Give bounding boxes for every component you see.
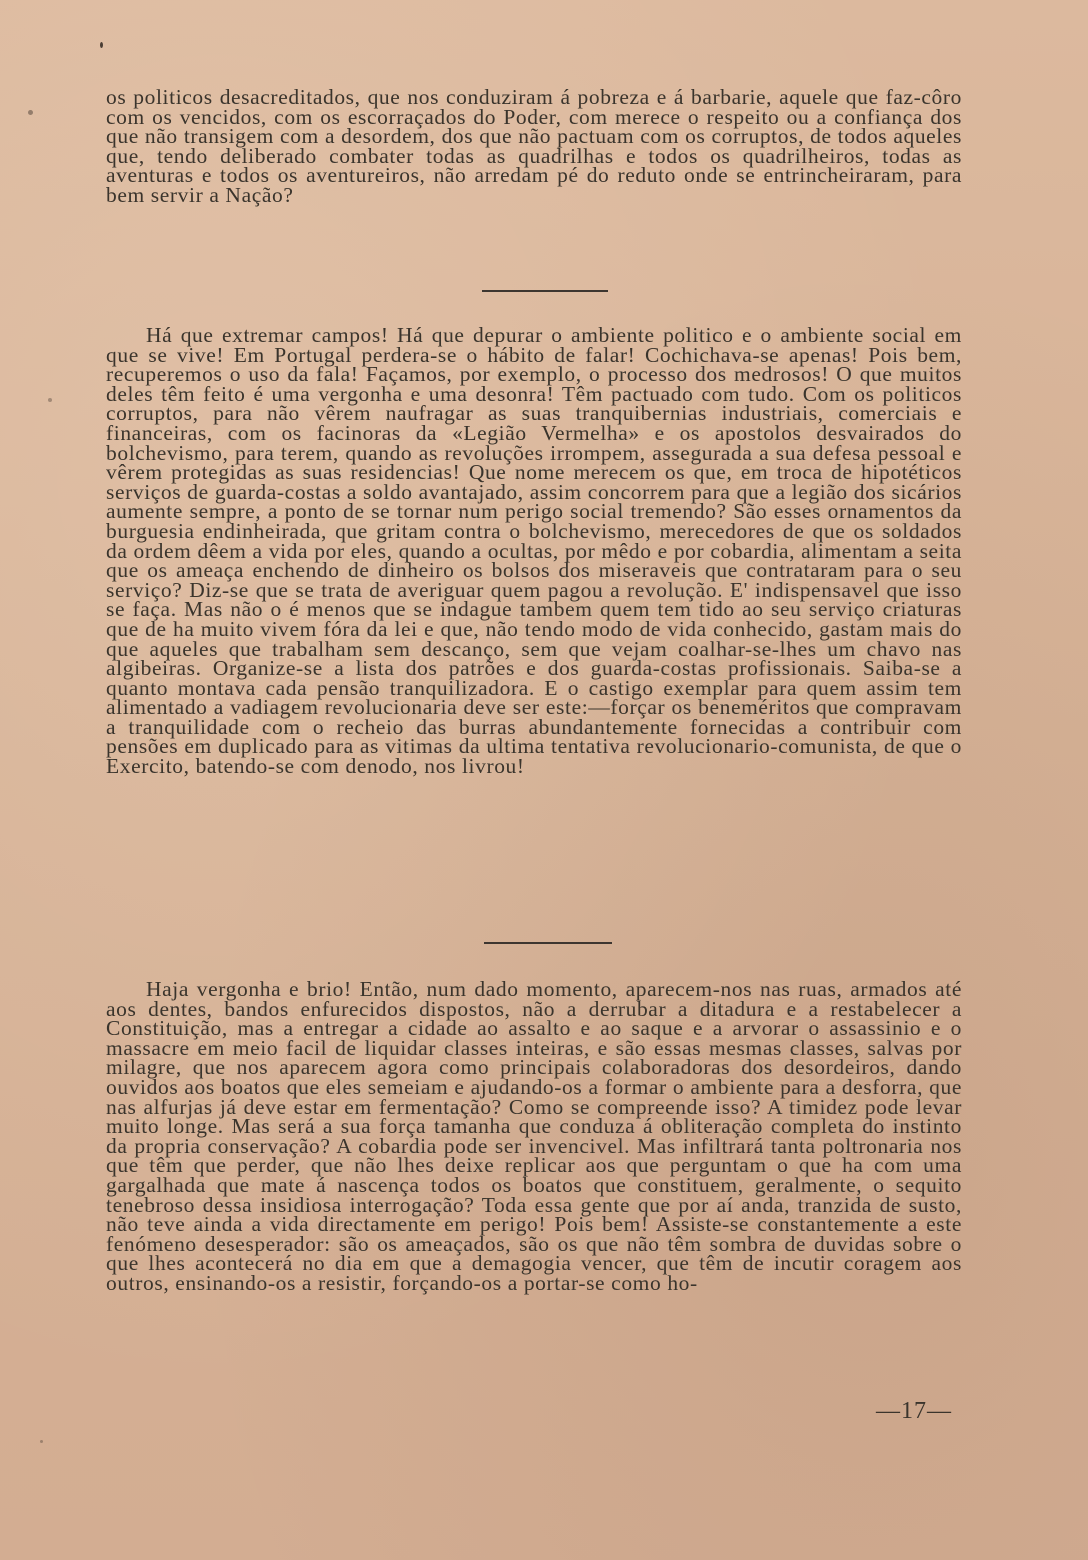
ink-speck — [48, 398, 52, 402]
section-divider — [482, 290, 608, 292]
paragraph-2: Há que extremar campos! Há que depurar o ambiente politico e o ambiente social em que se vive! Em Portugal perdera-se o hábito de falar! Cochichava-se apenas! Pois bem, recuperemos o uso da fala! Façamos, por exemplo, o processo dos medrosos! O que muitos deles têm feito é uma vergonha e uma desonra! Têm pactuado com tudo. Com os politicos corruptos, para não vêrem naufragar as suas tranquibernias industriais, comerciais e financeiras, com os facinoras da «Legião Vermelha» e os apostolos desvairados do bolchevismo, para terem, quando as revoluções irrompem, assegurada a sua defesa pessoal e vêrem protegidas as suas residencias! Que nome merecem os que, em troca de hipotéticos serviços de guarda-costas a soldo avantajado, assim concorrem para que a legião dos sicários aumente sempre, a ponto de se tornar num perigo social tremendo? São esses ornamentos da burguesia endinheirada, que gritam contra o bolchevismo, merecedores de que os soldados da ordem dêem a vida por eles, quando a ocultas, por mêdo e por cobardia, alimentam a seita que os ameaça enchendo de dinheiro os bolsos dos miseraveis que contrataram para o seu serviço? Diz-se que se trata de averiguar quem pagou a revolução. E' indispensavel que isso se faça. Mas não o é menos que se indague tambem quem tem tido ao seu serviço criaturas que de ha muito vivem fóra da lei e que, não tendo modo de vida conhecido, gastam mais do que aqueles que trabalham sem descanço, sem que vejam coalhar-se-lhes um chavo nas algibeiras. Organize-se a lista dos patrões e dos guarda-costas profissionais. Saiba-se a quanto montava cada pensão tranquilizadora. E o castigo exemplar para quem assim tem alimentado a vadiagem revolucionaria deve ser este:—forçar os beneméritos que compravam a tranquilidade com o recheio das burras abundantemente fornecidas a contribuir com pensões em duplicado para as vitimas da ultima tentativa revolucionario-comunista, de que o Exercito, batendo-se com denodo, nos livrou! — [106, 323, 962, 779]
ink-speck — [40, 1440, 43, 1443]
ink-speck — [28, 110, 33, 115]
page-number: —17— — [876, 1398, 952, 1424]
section-divider — [484, 942, 612, 944]
paragraph-1: os politicos desacreditados, que nos conduziram á pobreza e á barbarie, aquele que faz-côro com os vencidos, com os escorraçados do Poder, com merece o respeito ou a confiança dos que não transigem com a desordem, dos que não pactuam com os corruptos, de todos aqueles que, tendo deliberado combater todas as quadrilhas e todos os quadrilheiros, todas as aventuras e todos os aventureiros, não arredam pé do reduto onde se entrincheiraram, para bem servir a Nação? — [106, 85, 962, 207]
ink-speck — [100, 42, 103, 48]
paragraph-3: Haja vergonha e brio! Então, num dado momento, aparecem-nos nas ruas, armados até aos dentes, bandos enfurecidos dispostos, não a derrubar a ditadura e a restabelecer a Constituição, mas a entregar a cidade ao assalto e ao saque e a arvorar o assassinio e o massacre em meio facil de liquidar classes inteiras, e são essas mesmas classes, salvas por milagre, que nos aparecem agora como principais colaboradoras dos desordeiros, dando ouvidos aos boatos que eles semeiam e ajudando-os a formar o ambiente para a desforra, que nas alfurjas já deve estar em fermentação? Como se compreende isso? A timidez pode levar muito longe. Mas será a sua força tamanha que conduza á obliteração completa do instinto da propria conservação? A cobardia pode ser invencivel. Mas infiltrará tanta poltronaria nos que têm que perder, que não lhes deixe replicar aos que perguntam o que ha com uma gargalhada que mate á nascença todos os boatos que constituem, geralmente, o sequito tenebroso dessa insidiosa interrogação? Toda essa gente que por aí anda, tranzida de susto, não teve ainda a vida directamente em perigo! Pois bem! Assiste-se constantemente a este fenómeno desesperador: são os ameaçados, são os que não têm sombra de duvidas sobre o que lhes acontecerá no dia em que a demagogia vencer, que têm de incutir coragem aos outros, ensinando-os a resistir, forçando-os a portar-se como ho- — [106, 977, 962, 1295]
